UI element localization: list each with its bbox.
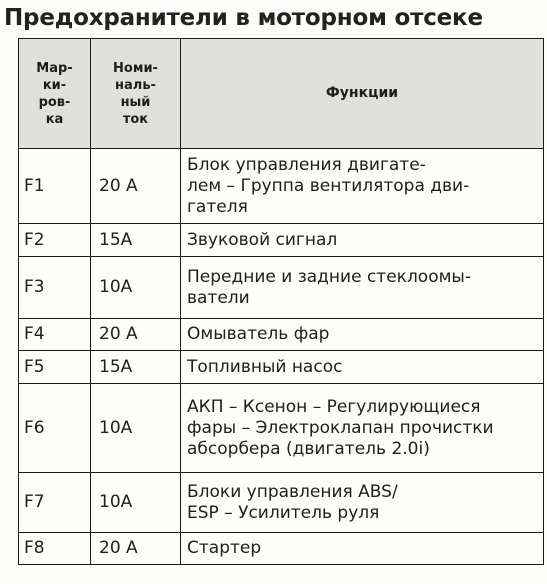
function-line: Блок управления двигате- — [187, 154, 426, 175]
header-nominal-current — [91, 39, 181, 149]
cell-function — [181, 319, 544, 351]
table-row — [19, 149, 544, 224]
function-line: АКП – Ксенон – Регулирующиеся — [187, 396, 481, 417]
cell-marking: F6 — [19, 384, 91, 473]
header-nominal-line: ток — [122, 111, 149, 127]
function-line: фары – Электроклапан прочистки — [187, 417, 494, 438]
function-line: Блоки управления ABS/ — [187, 481, 398, 502]
cell-function — [181, 149, 544, 224]
cell-marking: F7 — [19, 473, 91, 533]
table-row — [19, 224, 544, 257]
function-line: Омыватель фар — [187, 324, 330, 344]
cell-nominal: 15А — [91, 351, 181, 384]
header-marking-line: ка — [45, 111, 64, 127]
cell-marking: F3 — [19, 257, 91, 319]
cell-nominal: 20 А — [91, 533, 181, 565]
cell-marking: F5 — [19, 351, 91, 384]
cell-nominal: 10А — [91, 473, 181, 533]
cell-nominal: 15А — [91, 224, 181, 257]
function-line: абсорбера (двигатель 2.0i) — [187, 438, 430, 459]
cell-nominal: 10А — [91, 257, 181, 319]
cell-function — [181, 533, 544, 565]
page-title: Предохранители в моторном отсеке — [4, 5, 483, 31]
table-row — [19, 319, 544, 351]
table-header-row — [19, 39, 544, 149]
table-row — [19, 473, 544, 533]
cell-function — [181, 257, 544, 319]
header-marking-line: ров- — [38, 94, 71, 110]
cell-nominal: 20 А — [91, 149, 181, 224]
function-line: Звуковой сигнал — [187, 229, 338, 250]
function-line: Передние и задние стеклоомы- — [187, 266, 471, 287]
header-functions: Функции — [181, 39, 544, 149]
cell-function — [181, 384, 544, 473]
table-row — [19, 257, 544, 319]
cell-function — [181, 473, 544, 533]
function-line: Топливный насос — [187, 356, 343, 377]
cell-marking: F4 — [19, 319, 91, 351]
function-line: лем – Группа вентилятора дви- — [187, 175, 470, 196]
function-line: Стартер — [187, 538, 262, 558]
cell-marking: F2 — [19, 224, 91, 257]
cell-nominal: 10А — [91, 384, 181, 473]
header-marking-line: ки- — [42, 77, 67, 93]
table-row — [19, 533, 544, 565]
cell-function — [181, 351, 544, 384]
function-line: гателя — [187, 196, 248, 217]
header-marking-line: Мар- — [36, 60, 73, 76]
table-row — [19, 384, 544, 473]
header-nominal-line: наль- — [115, 77, 156, 93]
cell-marking: F1 — [19, 149, 91, 224]
fuse-table — [18, 38, 544, 565]
cell-nominal: 20 А — [91, 319, 181, 351]
header-nominal-line: Номи- — [113, 60, 158, 76]
function-line: ватели — [187, 287, 250, 308]
cell-marking: F8 — [19, 533, 91, 565]
function-line: ESP – Усилитель руля — [187, 502, 380, 523]
header-nominal-line: ный — [120, 94, 151, 110]
cell-function — [181, 224, 544, 257]
table-row — [19, 351, 544, 384]
header-marking — [19, 39, 91, 149]
